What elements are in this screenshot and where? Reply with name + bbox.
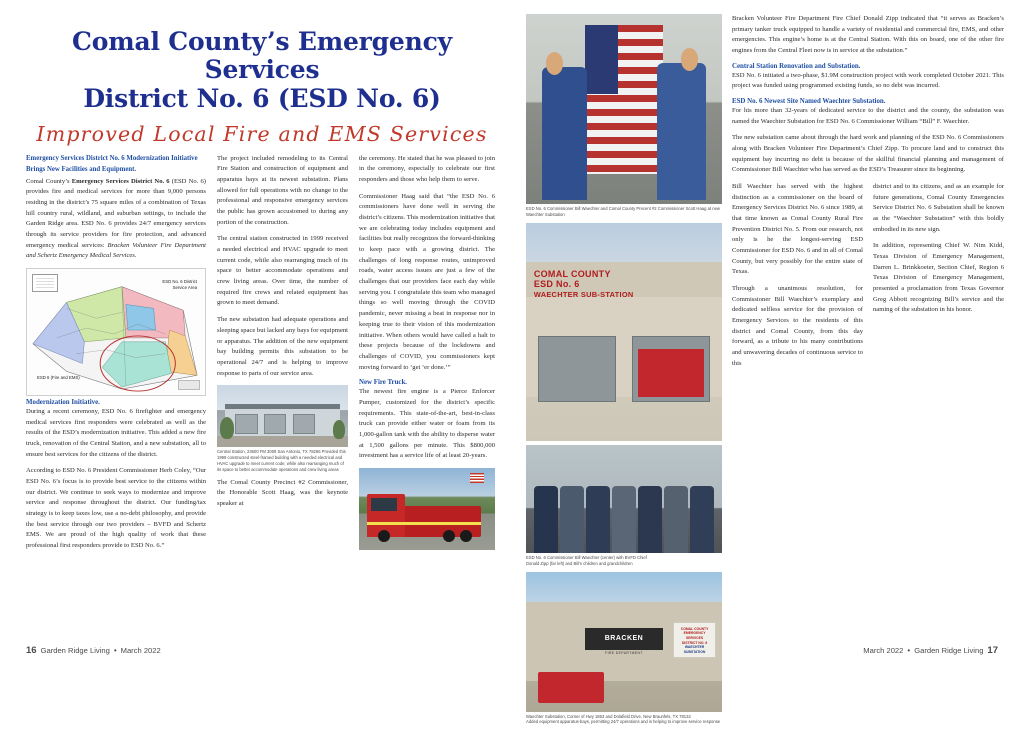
- headline-line-2: District No. 6 (ESD No. 6): [83, 83, 441, 113]
- col3-paragraph-3: The newest fire engine is a Pierce Enforcer Pumper, customized for the district’s specific requirements. This state-of-the-art, best-in-class truck can provide either water or foam from its 1,000-gallon tank with the ability to disperse water at 1,500 gallons per minute. This $800,000 investment has a service life of at least 20-years.: [359, 388, 495, 460]
- map-scale-bar: [178, 380, 200, 390]
- person-figure: [690, 486, 714, 553]
- lead-text-bold: Emergency Services District No. 6: [71, 177, 170, 185]
- right-text-area: [732, 14, 1004, 730]
- fire-truck-photo: [359, 468, 495, 550]
- col3-paragraph-2: Commissioner Haag said that “the ESD No. 6 commissioners have done well in serving the district’s citizens. This modernization initiative that we are celebrating today includes equipment and facilities but really recognizes the forward-thinking to keep pace with a growing district. The challenges of long response routes, unimproved roads, water access issues are just a few of the challenges that our providers face each day while serving you. I congratulate this team who managed things so well moving through the COVID pandemic, never missing a beat in response nor in keeping true to their vision of this modernization initiative. When others would have called a halt to these projects because of the lockdowns and challenges of COVID, you commissioners kept moving forward to ‘get ‘er done.’”: [359, 192, 495, 371]
- right-column-2: [732, 182, 863, 375]
- newest-site-heading: ESD No. 6 Newest Site Named Waechter Substation.: [732, 98, 886, 106]
- right-col1-paragraph-4: The new substation came about through the hard work and planning of the ESD No. 6 Commissioners along with Bracken Volunteer Fire Department’s Chief Zipp. To procure land and to construct this equipment bay incurring no debt is because of the skillful financial planning and management of Commissioner Bill Waechter who has served as the ESD’s Treasurer since its beginning.: [732, 134, 1004, 174]
- parked-fire-truck: [638, 349, 705, 397]
- person-figure: [560, 486, 584, 553]
- tree-icon: [220, 417, 234, 439]
- district-service-area-map: [26, 268, 206, 396]
- renovation-heading: Central Station Renovation and Substation.: [732, 62, 861, 70]
- person-figure: [586, 486, 610, 553]
- station-driveway: [217, 436, 348, 447]
- right-page-footer: [863, 645, 998, 656]
- waechter-substation-caption: Waechter Substation, Corner of Hwy 1863 and Dolafield Drive, New Braunfels, TX 78132 Added equipment apparatus-bays, permitting 24/7 operations and is helping to improve service response: [526, 713, 721, 725]
- waechter-substation-sign: [673, 622, 716, 658]
- family-group-caption: ESD No. 6 Commissioner Bill Waechter (center) with BVFD Chief Donald Zipp (far left) and Bill’s children and grandchildren: [526, 554, 647, 566]
- person-figure: [542, 67, 587, 200]
- modernization-initiative-heading: Modernization Initiative.: [26, 398, 100, 406]
- subheadline: Improved Local Fire and EMS Services: [36, 121, 488, 146]
- right-photo-rail: [526, 14, 722, 730]
- lead-text-a: Comal County’s: [26, 177, 72, 185]
- issue-date-left: March 2022: [120, 646, 161, 655]
- col2-paragraph-4: The Comal County Precinct #2 Commissioner, the Honorable Scott Haag, was the keynote speaker at: [217, 478, 348, 508]
- col2-paragraph-3: The new substation had adequate operations and sleeping space but lacked any bays for equipment or apparatus. The addition of the new equipment bay building permits this substation to be operational 24/7 and is helping to improve response to parts of our service area.: [217, 316, 348, 377]
- bracken-subtitle: FIRE DEPARTMENT: [605, 651, 643, 656]
- person-figure: [657, 63, 706, 200]
- map-inset-legend: [32, 274, 58, 292]
- col2-paragraph-2: The central station constructed in 1999 received a needed electrical and HVAC upgrade to meet current code, while also rearranging much of its space to better accommodate operations and crew living areas. Over time, the number of required fire crews and related equipment has grown to meet demand.: [217, 235, 348, 307]
- right-column-3: [873, 182, 1004, 375]
- publication-name-left: Garden Ridge Living: [40, 646, 110, 655]
- tree-icon: [333, 420, 345, 439]
- truck-windshield: [371, 498, 397, 510]
- page-number-left: 16: [26, 645, 37, 656]
- waechter-haag-caption: ESD No. 6 Commissioner Bill Waechter and Comal County Precent #2 Commissioner Scott Haag at new Waechter Substation: [526, 206, 720, 217]
- truck-wheel: [378, 530, 390, 542]
- right-col1-paragraph-1: Bracken Volunteer Fire Department Fire Chief Donald Zipp indicated that “it serves as Bracken’s primary tanker truck equipped to handle a variety of residential and commercial fire, EMS, and other emergencies. This engine’s home is at the Central Station. With this on board, one of the other fire engines from the Central Fleet now is in service at the substation.”: [732, 15, 1004, 55]
- left-column-2: [217, 154, 348, 558]
- central-station-caption: Central Station, 23600 FM 3009 San Antonio, TX 78266 Provided this 1999 constructed steel-framed building with a needed electrical and HVAC upgrade to meet current code, while also rearranging much of its space to better accommodate operations and crew living areas: [217, 449, 346, 472]
- lead-headline: Emergency Services District No. 6 Modernization Initiative Brings New Facilities and Equipment.: [26, 154, 198, 173]
- station-bay-door-3: [293, 414, 315, 434]
- headline-line-1: Comal County’s Emergency Services: [72, 27, 452, 85]
- right-page-columns: [526, 14, 1004, 730]
- masthead: [26, 28, 498, 146]
- right-page: [512, 0, 1024, 725]
- flag-icon: [470, 473, 484, 483]
- footer-separator: •: [907, 646, 911, 655]
- left-column-1: [26, 154, 206, 558]
- lead-text-c: (ESD No. 6) provides fire and medical services for more than 9,000 persons residing in the district’s 75 square miles of a combination of Texas hill country rural, wildland, and suburban settings, to include the Garden Ridge area. ESD No. 6 provides 24/7 emergency services through its service providers for fire protection, and advanced emergency medical services:: [26, 177, 206, 249]
- truck-wheel: [460, 530, 472, 542]
- waechter-substation-photo: [526, 223, 722, 441]
- map-area-label: ESD 6 (Fire and EMS): [37, 375, 80, 381]
- person-head: [546, 52, 564, 75]
- lead-text-italic: Bracken Volunteer Fire Department and Schertz Emergency Medical Services.: [26, 241, 206, 260]
- left-page: [0, 0, 512, 666]
- truck-wheel: [443, 530, 455, 542]
- person-figure: [638, 486, 662, 553]
- new-fire-truck-heading: New Fire Truck.: [359, 379, 408, 387]
- right-col2-paragraph-2: Through a unanimous resolution, for Commissioner Bill Waechter’s exemplary and dedicated selfless service for the provision of Emergency Services to the residents of this district and Comal County, from this day forward, as a tribute to his many contributions and unwavering decades of continuous service to this: [732, 285, 863, 367]
- station-bay-door-2: [264, 414, 286, 434]
- right-col1-paragraph-2: ESD No. 6 initiated a two-phase, $1.9M construction project with work completed October 2021. This project was funded using programmed existing funds, so no debt was incurred.: [732, 71, 1004, 90]
- waechter-sign-text: COMAL COUNTY EMERGENCY SERVICES DISTRICT NO. 6 WAECHTER SUBSTATION: [680, 626, 709, 654]
- left-column-3: [359, 154, 495, 558]
- central-station-photo: [217, 385, 348, 447]
- page-number-right: 17: [987, 645, 998, 656]
- lead-paragraph: [26, 177, 206, 262]
- right-col3-paragraph-2: In addition, representing Chief W. Nim Kidd, Texas Division of Emergency Management, Darren L. Brinkkoeter, Section Chief, Region 6 Texas Division of Emergency Management, presented a proclamation from Texas Governor Greg Abbott recognizing Bill’s service and the naming of the substation in his honor.: [873, 242, 1004, 314]
- right-lower-columns: [732, 182, 1004, 375]
- col2-paragraph-1: The project included remodeling to its Central Fire Station and construction of equipment and apparatus bays at its newest substation. Plans allowed for full operations with no change to the professional and responsive emergency services the public has grown accustomed to during any portion of the construction.: [217, 154, 348, 226]
- person-figure: [612, 486, 636, 553]
- truck-stripe: [367, 522, 481, 525]
- issue-date-right: March 2022: [863, 646, 904, 655]
- right-col1-paragraph-3: For his more than 32-years of dedicated service to the district and the county, the substation was named the Waechter Substation for ESD No. 6 Commissioner William “Bill” F. Waechter.: [732, 107, 1004, 125]
- substation-sign-text: COMAL COUNTY ESD No. 6 WAECHTER SUB-STATION: [533, 268, 634, 300]
- left-page-footer: [26, 645, 161, 656]
- bracken-sign: BRACKEN: [585, 628, 663, 650]
- right-col3-paragraph-1: district and to its citizens, and as an example for future generations, Comal County Emergencies Service District No. 6 Substation shall be known as the “Waechter Substation” with this boldly embodied in its new sign.: [873, 183, 1004, 233]
- group-people-row: [534, 486, 714, 553]
- footer-separator: •: [113, 646, 117, 655]
- waechter-haag-photo: [526, 14, 722, 204]
- col3-paragraph-1: the ceremony. He stated that he was pleased to join in the ceremony, especially to celebrate our first responders and those who help them to serve.: [359, 154, 495, 184]
- modernization-paragraph-2: According to ESD No. 6 President Commissioner Herb Coley, “Our ESD No. 6’s focus is to provide best service to the citizens within our district. We continue to seek ways to modernize and improve service and response throughout the district. Our funding/tax strategy is to keep taxes low, use a no-debt philosophy, and provide the best service through our two providers – BVFD and Schertz EMS. We are proud of the high quality of work that these professional first responders provide to ESD No. 6.”: [26, 467, 206, 549]
- american-flag: [585, 25, 663, 173]
- left-page-columns: [26, 154, 498, 558]
- person-figure: [664, 486, 688, 553]
- map-title: ESD No. 6 District Service Area: [162, 278, 197, 290]
- person-figure: [534, 486, 558, 553]
- family-group-photo: [526, 445, 722, 553]
- modernization-paragraph-1: During a recent ceremony, ESD No. 6 firefighter and emergency medical services first responders were celebrated as well as the results of the ESD’s modernization initiative. This added a new fire truck, renovation of the Central Station, and a new substation, all to ensure best services for the citizens of the district.: [26, 407, 206, 458]
- right-col2-paragraph-1: Bill Waechter has served with the highest distinction as a commissioner on the board of Emergency Services District No. 6 since 1989, at that time known as Comal County Rural Fire Prevention District No. 5. From our research, not only is he the longest-serving ESD Commissioner for ESD No. 6 and in all of Comal County, but very possibly for the entire state of Texas.: [732, 183, 863, 276]
- bracken-fire-department-photo: [526, 572, 722, 712]
- bracken-fire-truck: [538, 672, 605, 703]
- flag-canton: [585, 25, 618, 93]
- apparatus-bay-door: [538, 336, 616, 401]
- publication-name-right: Garden Ridge Living: [914, 646, 984, 655]
- station-bay-door-1: [235, 414, 257, 434]
